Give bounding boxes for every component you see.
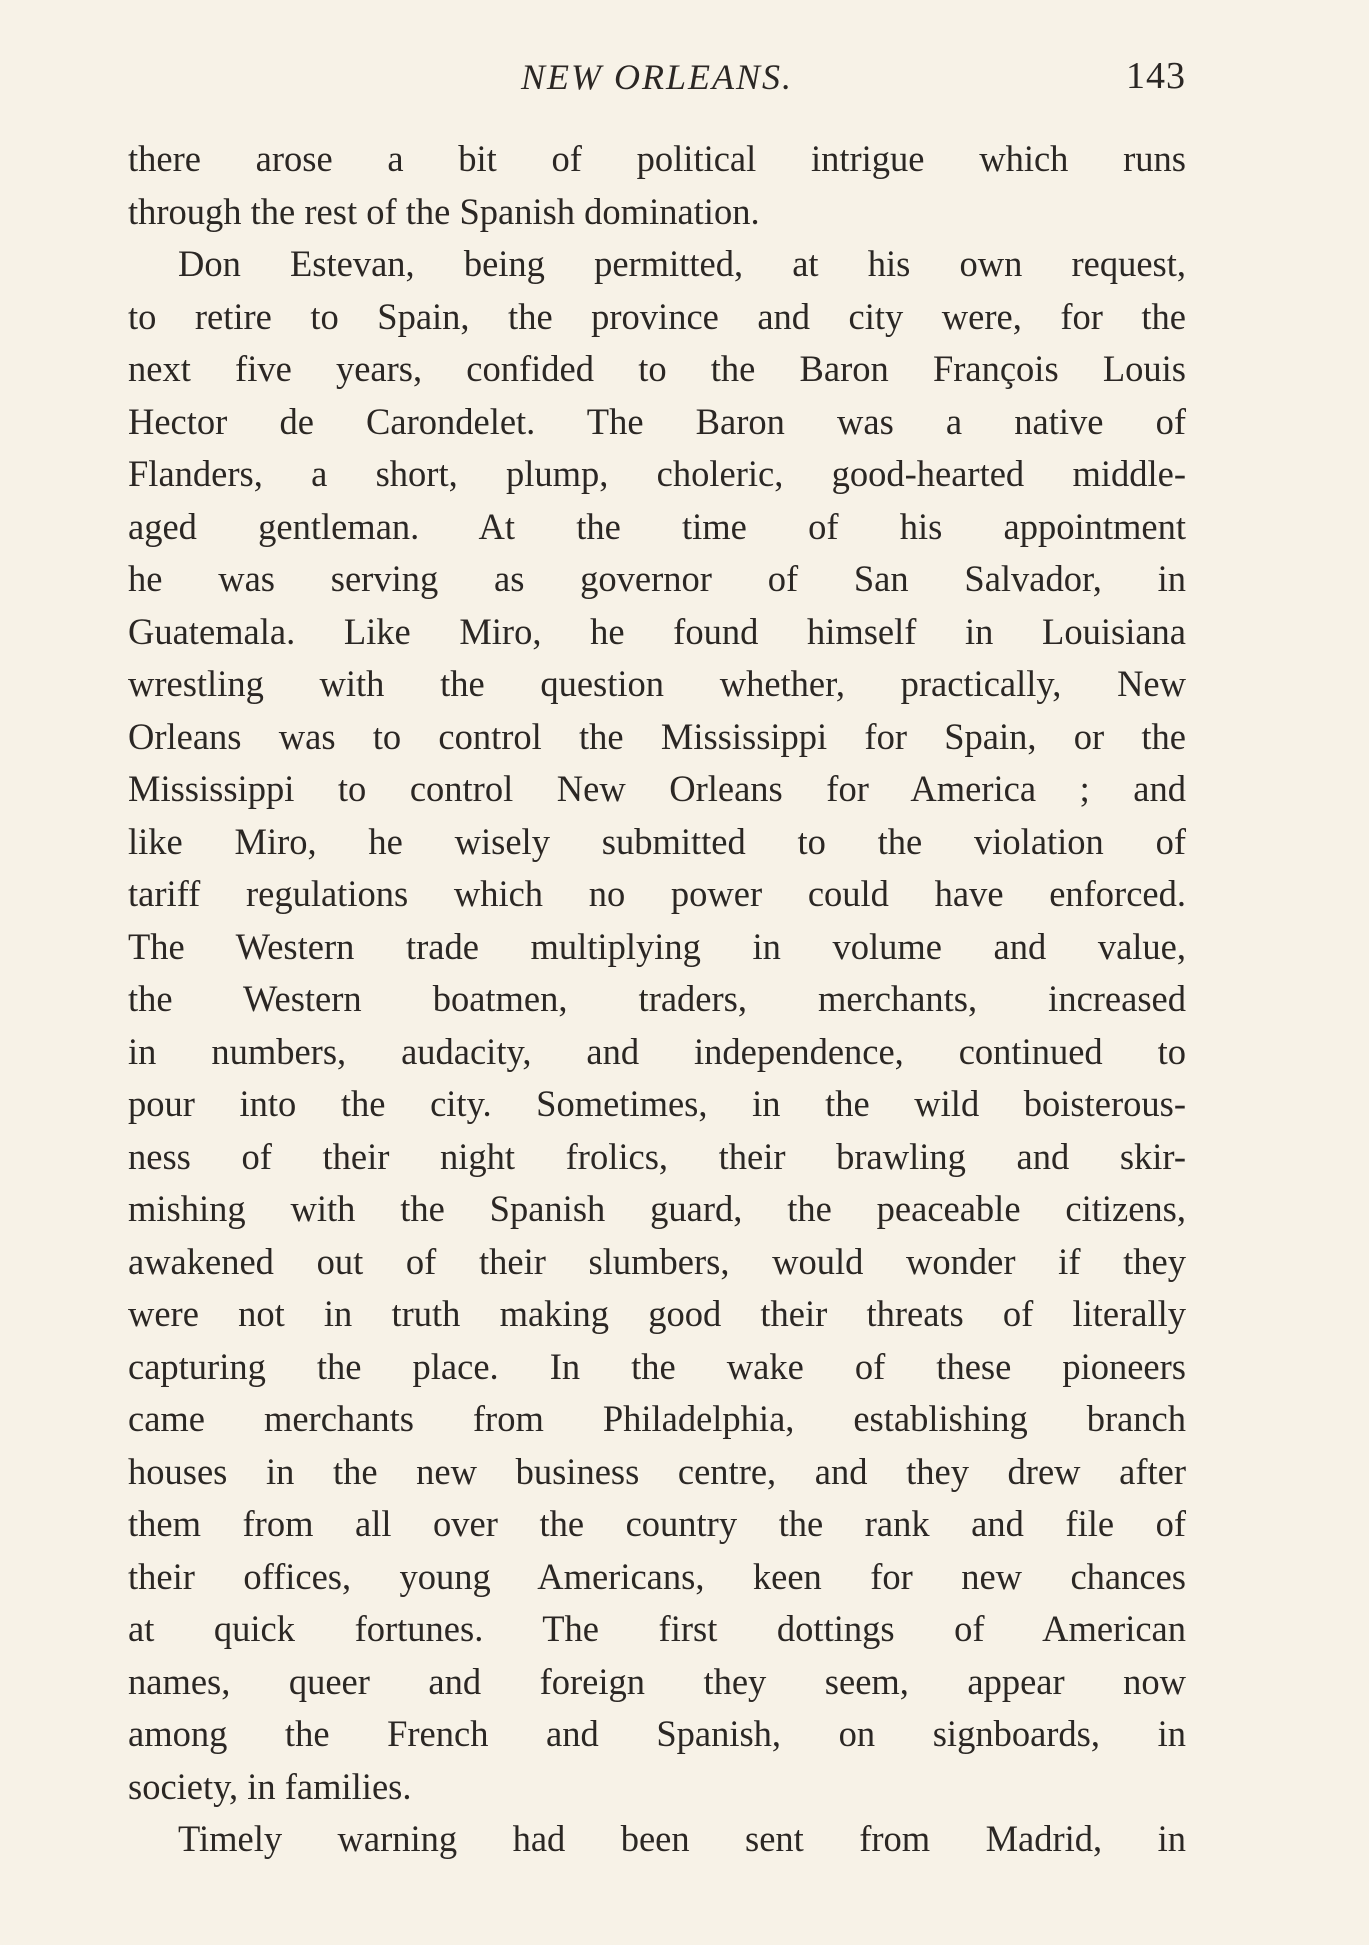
text-line: tariff regulations which no power could have enforced. (128, 873, 1186, 914)
page-header (128, 48, 1186, 108)
text-line: mishing with the Spanish guard, the peaceable citizens, (128, 1188, 1186, 1229)
text-line: he was serving as governor of San Salvador, in (128, 558, 1186, 599)
text-line: pour into the city. Sometimes, in the wild boisterous- (128, 1083, 1186, 1124)
text-line: awakened out of their slumbers, would wonder if they (128, 1240, 1186, 1282)
text-line: The Western trade multiplying in volume and value, (128, 925, 1186, 967)
text-line: Timely warning had been sent from Madrid, in (178, 1818, 1186, 1859)
text-line: Flanders, a short, plump, choleric, good-hearted middle- (128, 453, 1186, 494)
text-line: houses in the new business centre, and they drew after (128, 1450, 1186, 1492)
text-line: like Miro, he wisely submitted to the violation of (128, 820, 1186, 862)
text-line: came merchants from Philadelphia, establishing branch (128, 1398, 1186, 1439)
text-line: Mississippi to control New Orleans for America ; and (128, 768, 1186, 809)
text-line: wrestling with the question whether, practically, New (128, 663, 1186, 704)
page-number: 143 (1126, 55, 1186, 97)
text-line: Guatemala. Like Miro, he found himself in Louisiana (128, 610, 1186, 652)
text-line: names, queer and foreign they seem, appear now (128, 1660, 1186, 1702)
text-line: capturing the place. In the wake of these pioneers (128, 1345, 1186, 1387)
text-line: next five years, confided to the Baron François Louis (128, 348, 1186, 389)
text-line: aged gentleman. At the time of his appointment (128, 505, 1186, 547)
text-line: in numbers, audacity, and independence, continued to (128, 1030, 1186, 1072)
text-line: were not in truth making good their threats of literally (128, 1293, 1186, 1334)
text-line: there arose a bit of political intrigue which runs (128, 138, 1186, 179)
text-line: Orleans was to control the Mississippi for Spain, or the (128, 715, 1186, 757)
text-line: to retire to Spain, the province and city were, for the (128, 295, 1186, 337)
text-line: among the French and Spanish, on signboards, in (128, 1713, 1186, 1754)
text-line: ness of their night frolics, their brawling and skir- (128, 1135, 1186, 1177)
text-line: their offices, young Americans, keen for new chances (128, 1555, 1186, 1597)
text-line: Don Estevan, being permitted, at his own request, (178, 243, 1186, 284)
text-line: at quick fortunes. The first dottings of American (128, 1608, 1186, 1649)
text-line: society, in families. (128, 1765, 412, 1807)
text-line: them from all over the country the rank and file of (128, 1503, 1186, 1544)
running-head: NEW ORLEANS. (521, 57, 793, 97)
text-line: Hector de Carondelet. The Baron was a native of (128, 400, 1186, 442)
text-line: through the rest of the Spanish domination. (128, 190, 760, 232)
body-text (128, 133, 1186, 1866)
text-line: the Western boatmen, traders, merchants, increased (128, 978, 1186, 1019)
